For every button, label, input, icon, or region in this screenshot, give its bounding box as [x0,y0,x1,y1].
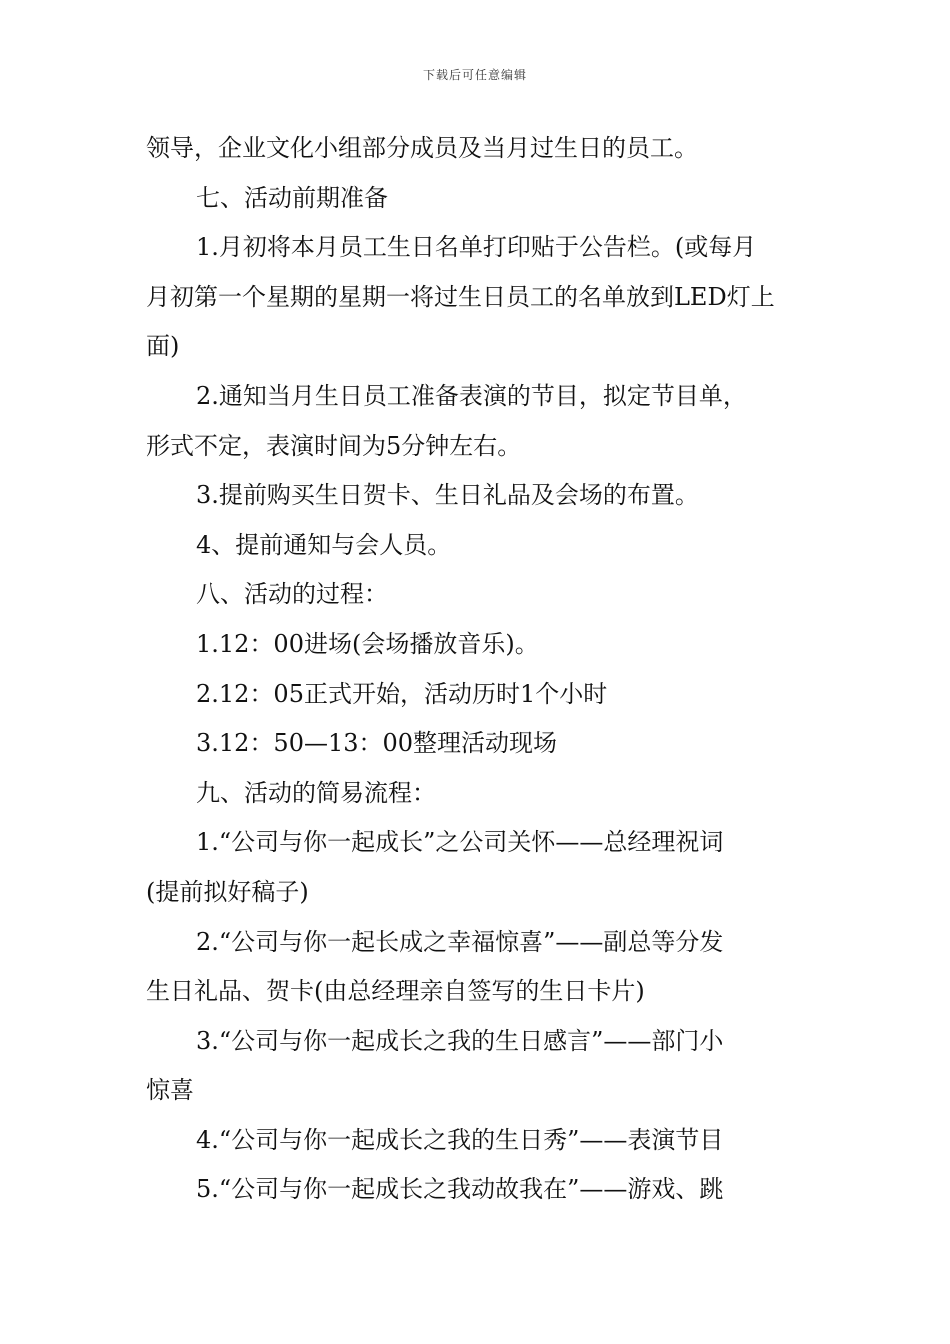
text-line: 3.“公司与你一起成长之我的生日感言”——部门小 [196,1026,724,1055]
text-line: 1.月初将本月员工生日名单打印贴于公告栏。(或每月 [196,233,757,262]
text-line: 月初第一个星期的星期一将过生日员工的名单放到LED灯上 [146,282,775,311]
document-body [146,124,808,1215]
text-line: 3.提前购买生日贺卡、生日礼品及会场的布置。 [196,481,699,510]
text-line: 1.“公司与你一起成长”之公司关怀——总经理祝词 [196,828,724,857]
page-header: 下载后可任意编辑 [422,68,527,82]
text-line: 3.12：50—13：00整理活动现场 [196,729,558,758]
text-line: 惊喜 [146,1076,194,1105]
section-heading: 八、活动的过程： [196,580,388,609]
text-line: 4、提前通知与会人员。 [196,530,452,559]
text-line: 2.12：05正式开始，活动历时1个小时 [196,679,608,708]
text-line: (提前拟好稿子) [146,877,309,906]
text-line: 2.“公司与你一起长成之幸福惊喜”——副总等分发 [196,927,724,956]
text-line: 5.“公司与你一起成长之我动故我在”——游戏、跳 [196,1175,724,1204]
section-heading: 七、活动前期准备 [196,183,388,212]
text-line: 4.“公司与你一起成长之我的生日秀”——表演节目 [196,1125,724,1154]
text-line: 1.12：00进场(会场播放音乐)。 [196,629,539,658]
text-line: 形式不定，表演时间为5分钟左右。 [146,431,522,460]
text-line: 领导，企业文化小组部分成员及当月过生日的员工。 [146,134,698,162]
text-line: 生日礼品、贺卡(由总经理亲自签写的生日卡片) [146,977,645,1006]
text-line: 2.通知当月生日员工准备表演的节目，拟定节目单， [196,381,747,410]
text-line: 面) [146,332,180,361]
section-heading: 九、活动的简易流程： [196,778,436,807]
